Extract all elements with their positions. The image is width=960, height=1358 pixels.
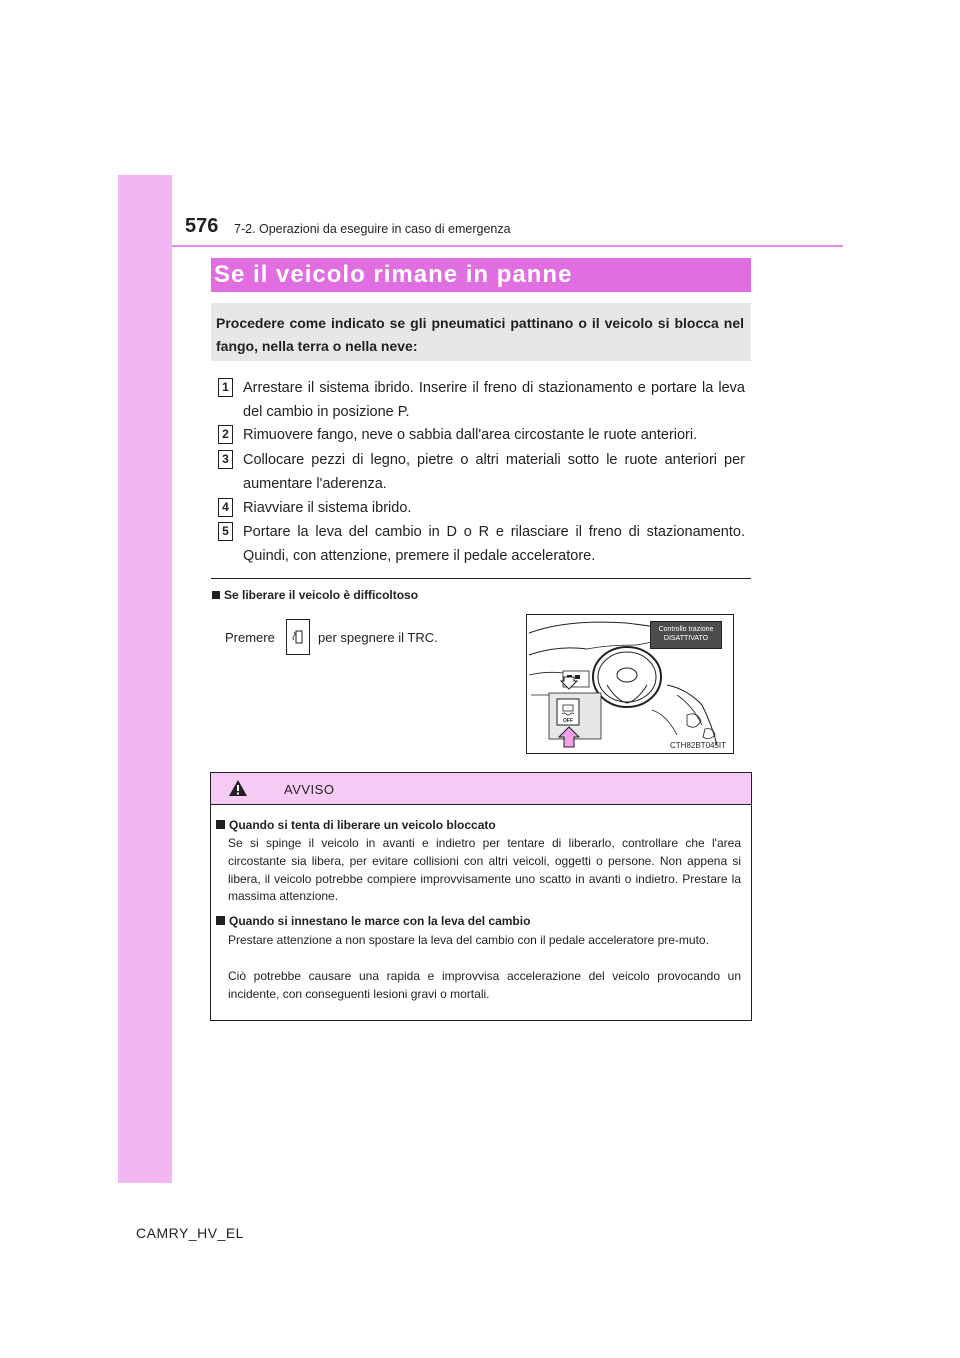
warning-paragraph: Ciò potrebbe causare una rapida e improvvisa accelerazione del veicolo provocando un incidente, con conseguenti lesioni gravi o mortali.: [228, 969, 741, 1001]
step-text: Riavviare il sistema ibrido.: [243, 500, 412, 516]
square-bullet-icon: [216, 820, 225, 829]
step-text: Collocare pezzi di legno, pietre o altri materiali sotto le ruote anteriori per aumentare l'aderenza.: [243, 452, 745, 492]
step-number: 3: [218, 450, 233, 469]
callout-line-1: Controllo trazione: [658, 626, 714, 633]
premere-text-after: per spegnere il TRC.: [318, 630, 438, 645]
section-divider: [211, 578, 751, 579]
warning-subheading-text: Quando si innestano le marce con la leva del cambio: [229, 914, 531, 928]
intro-box: [211, 303, 751, 361]
step-number: 5: [218, 522, 233, 541]
page-number: 576: [185, 215, 219, 237]
square-bullet-icon: [216, 916, 225, 925]
chapter-sidebar-tab: [118, 175, 172, 1183]
step-text: Rimuovere fango, neve o sabbia dall'area circostante le ruote anteriori.: [243, 427, 698, 443]
section-reference: 7-2. Operazioni da eseguire in caso di emergenza: [234, 222, 511, 236]
step-number: 1: [218, 378, 233, 397]
premere-text: Premere: [225, 630, 275, 645]
warning-header: [211, 773, 751, 805]
difficulty-heading: [212, 588, 418, 602]
page-title-bar: [211, 258, 751, 292]
trc-off-indicator-callout: [650, 621, 722, 649]
warning-box: [210, 772, 752, 1021]
trc-off-switch-icon: [286, 619, 310, 655]
warning-triangle-icon: [228, 779, 248, 797]
page-title: Se il veicolo rimane in panne: [214, 261, 573, 288]
warning-subheading: [216, 914, 530, 928]
square-bullet-icon: [212, 591, 220, 599]
warning-subheading: [216, 818, 496, 832]
header-rule: [172, 245, 843, 247]
warning-label: AVVISO: [284, 782, 335, 797]
warning-paragraph: Prestare attenzione a non spostare la leva del cambio con il pedale acceleratore pre-muto.: [228, 933, 709, 947]
intro-text: Procedere come indicato se gli pneumatici pattinano o il veicolo si blocca nel fango, nella terra o nella neve:: [216, 315, 744, 354]
off-button-label: OFF: [563, 718, 573, 724]
difficulty-heading-text: Se liberare il veicolo è difficoltoso: [224, 588, 419, 602]
warning-paragraph: Se si spinge il veicolo in avanti e indietro per tentare di liberarlo, controllare che l'area circostante sia libera, per evitare collisioni con altri veicoli, oggetti o persone. Non appena si libera, il veicolo potrebbe compiere improvvisamente uno scatto in avanti o indietro. Prestare la massima attenzione.: [228, 836, 741, 904]
figure-code: CTH82BT045IT: [670, 741, 727, 750]
step-number: 4: [218, 498, 233, 517]
step-number: 2: [218, 425, 233, 444]
step-text: Arrestare il sistema ibrido. Inserire il freno di stazionamento e portare la leva del cambio in posizione P.: [243, 380, 745, 420]
footer-model-code: CAMRY_HV_EL: [136, 1225, 244, 1241]
step-text: Portare la leva del cambio in D o R e rilasciare il freno di stazionamento. Quindi, con attenzione, premere il pedale acceleratore.: [243, 524, 745, 564]
warning-subheading-text: Quando si tenta di liberare un veicolo bloccato: [229, 818, 496, 832]
callout-line-2: DISATTIVATO: [663, 635, 709, 642]
